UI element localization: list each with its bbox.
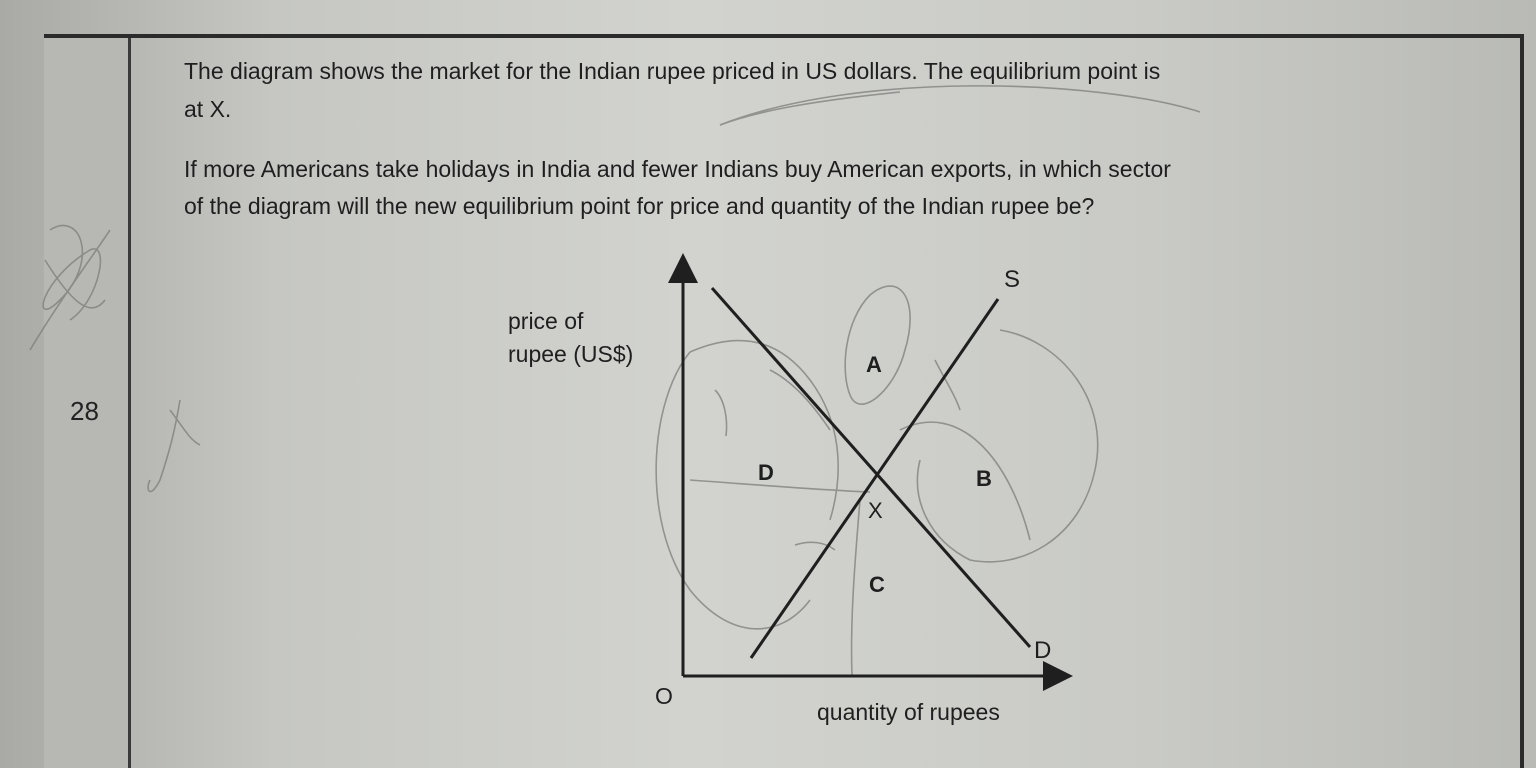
sector-d-label: D: [758, 460, 774, 485]
demand-label: D: [1034, 637, 1052, 664]
question-text-line-1: The diagram shows the market for the Indian rupee priced in US dollars. The equilibrium point is: [184, 58, 1161, 84]
question-text-line-4: of the diagram will the new equilibrium point for price and quantity of the Indian rupee be?: [184, 193, 1095, 219]
y-axis-label-line-1: price of: [508, 308, 584, 334]
pencil-scribbles: [30, 86, 1200, 676]
supply-label: S: [1004, 266, 1021, 293]
sector-c-label: C: [869, 572, 885, 597]
question-number: 28: [70, 396, 99, 426]
origin-label: O: [655, 683, 673, 709]
question-text-line-2: at X.: [184, 96, 232, 122]
sector-a-label: A: [866, 352, 882, 377]
y-axis-label-line-2: rupee (US$): [508, 341, 634, 367]
question-text-line-3: If more Americans take holidays in India and fewer Indians buy American exports, in which sector: [184, 156, 1171, 182]
sector-b-label: B: [976, 466, 992, 491]
x-axis-label: quantity of rupees: [817, 699, 1000, 725]
equilibrium-label: X: [868, 498, 883, 523]
